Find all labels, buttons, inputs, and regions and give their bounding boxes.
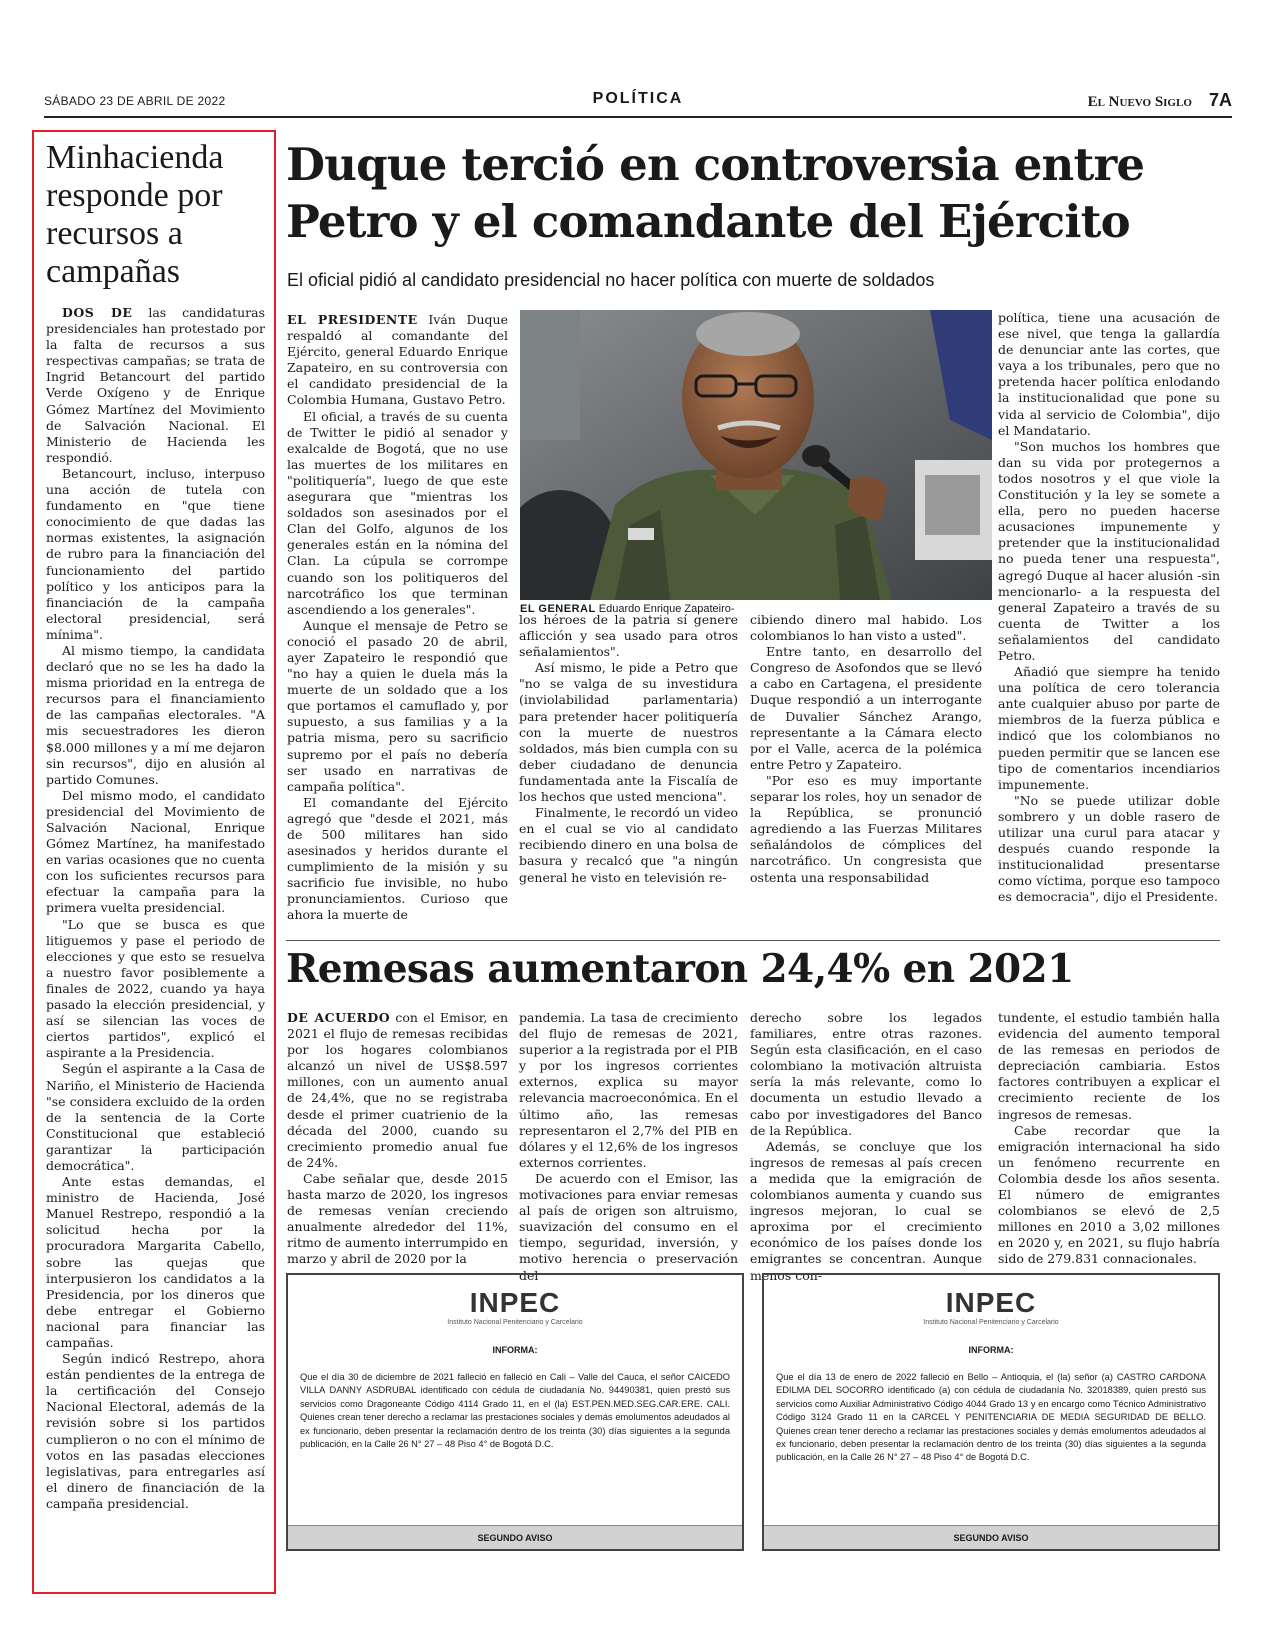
main-paragraph: El oficial, a través de su cuenta de Twitter le pidió al senador y exalcalde de Bogotá, que no use las muertes de los militares en "politiquería", luego de que este asegurara que "mientras los soldados son asesinados por el Clan del Golfo, algunos de los generales están en la nómina del Clan. La cúpula se corrompe cuando son los politiqueros del narcotráfico los que terminan ascendiendo a los generales". xyxy=(287,408,508,617)
sidebar-paragraph: "Lo que se busca es que litiguemos y pase el periodo de elecciones y que esto se resuelva a nuestro favor posiblemente a finales de 2022, cuando ya haya pasado la elección presidencial, y así se silencian las voces de ciertos partidos", explicó el aspirante a la Presidencia. xyxy=(46,916,265,1061)
main-paragraph: EL PRESIDENTE Iván Duque respaldó al comandante del Ejército, general Eduardo Enrique Zapateiro, en su controversia con el candidato presidencial de la Colombia Humana, Gustavo Petro. xyxy=(287,312,508,408)
sidebar-paragraph: Al mismo tiempo, la candidata declaró que no se les ha dado la misma prioridad en la entrega de recursos para el financiamiento de las campañas electorales. "A mis secuestradores les dieron $8.000 millones y a mí me dejaron sin recursos", dijo en alusión al partido Comunes. xyxy=(46,642,265,787)
masthead xyxy=(44,88,1232,118)
main-column-2 xyxy=(519,612,738,886)
main-paragraph: Aunque el mensaje de Petro se conoció el pasado 20 de abril, ayer Zapateiro le respondió que "no hay a quien le duela más la muerte de un soldado que a los que portamos el camuflado y, por supuesto, a sus familias y a la patria misma, pero su sacrificio supremo por el país no debería ser usado en narrativas de campaña política". xyxy=(287,617,508,794)
sidebar-article xyxy=(32,130,276,1594)
issue-date: SÁBADO 23 DE ABRIL DE 2022 xyxy=(44,94,226,108)
notice-footer: SEGUNDO AVISO xyxy=(764,1525,1218,1549)
remesas-column-2 xyxy=(519,1010,738,1284)
general-photo xyxy=(520,310,992,600)
remesas-paragraph: De acuerdo con el Emisor, las motivaciones para enviar remesas al país de origen son altruismo, suavización del consumo en el tiempo, seguridad, inversión, y motivo herencia o preservación del xyxy=(519,1170,738,1283)
sidebar-paragraph: Betancourt, incluso, interpuso una acción de tutela con fundamento en "que tiene conocimiento de que dadas las normas existentes, la asignación de rubro para la financiación del funcionamiento del partido político y los anticipos para la financiación de la campaña electoral presidencial, será mínima". xyxy=(46,465,265,642)
main-headline: Duque terció en controversia entre Petro y el comandante del Ejército xyxy=(286,138,1145,248)
main-paragraph: El comandante del Ejército agregó que "desde el 2021, más de 500 militares han sido asesinados y heridos durante el cumplimiento de la misión y su sacrificio fue invisible, no hubo pronunciamientos. Curioso que ahora la muerte de xyxy=(287,794,508,923)
sidebar-paragraph: Ante estas demandas, el ministro de Hacienda, José Manuel Restrepo, respondió a la solicitud hecha por la procuradora Margarita Cabello, sobre las quejas que interpusieron los candidatos a la Presidencia, por los dineros que debe entregar el Gobierno nacional para financiar las campañas. xyxy=(46,1174,265,1350)
main-paragraph: política, tiene una acusación de ese nivel, que tenga la gallardía de denunciar ante las cortes, que vaya a los tribunales, pero que no pretenda hacer política enlodando la institucionalidad que pone su vida al servicio de Colombia", dijo el Mandatario. xyxy=(998,310,1220,438)
main-paragraph: Así mismo, le pide a Petro que "no se valga de su investidura (inviolabilidad parlamentaria) para pretender hacer politiquería con la muerte de nuestros soldados, más bien cumpla con su deber ciudadano de denuncia fundamentada ante la Fiscalía de los hechos que usted menciona". xyxy=(519,660,738,805)
main-paragraph: los héroes de la patria sí genere aflicción y sea usado para otros señalamientos". xyxy=(519,612,738,660)
main-paragraph: Añadió que siempre ha tenido una política de cero tolerancia ante cualquier abuso por parte de miembros de la fuerza pública e indicó que los colombianos no pueden permitir que se lancen ese tipo de comentarios incendiarios impunemente. xyxy=(998,664,1220,792)
remesas-paragraph: tundente, el estudio también halla evidencia del aumento temporal de las remesas en periodos de depreciación cambiaria. Estos factores contribuyen a explicar el crecimiento reciente de los ingresos de remesas. xyxy=(998,1010,1220,1122)
main-column-1 xyxy=(287,312,508,924)
sidebar-paragraph: DOS DE las candidaturas presidenciales han protestado por la falta de recursos a sus respectivas campañas; se trata de Ingrid Betancourt del partido Verde Oxígeno y de Enrique Gómez Martínez del Movimiento de Salvación Nacional. El Ministerio de Hacienda les respondió. xyxy=(46,305,265,465)
caption-text: Eduardo Enrique Zapateiro- xyxy=(595,603,735,615)
section-name: POLÍTICA xyxy=(592,90,684,107)
sidebar-paragraph: Según indicó Restrepo, ahora están pendientes de la entrega de la certificación del Consejo Nacional Electoral, además de la revisión sobre si los partidos cumplieron o no con el mínimo de votos en las pasadas elecciones legislativas, para entregarles así el dinero de financiación de la campaña presidencial. xyxy=(46,1351,265,1511)
remesas-headline: Remesas aumentaron 24,4% en 2021 xyxy=(286,946,1074,992)
remesas-paragraph: derecho sobre los legados familiares, entre otras razones. Según esta clasificación, en el caso colombiano la motivación altruista sería la más relevante, como lo documenta un estudio llevado a cabo por investigadores del Banco de la República. xyxy=(750,1010,982,1138)
page-number: 7A xyxy=(1208,90,1232,110)
remesas-column-4 xyxy=(998,1010,1220,1268)
remesas-paragraph: Cabe señalar que, desde 2015 hasta marzo de 2020, los ingresos de remesas venían creciendo anualmente alrededor del 11%, ritmo de aumento interrumpido en marzo y abril de 2020 por la xyxy=(287,1170,508,1267)
notice-text: Que el día 13 de enero de 2022 falleció en Bello – Antioquia, el (la) señor (a) CASTRO CARDONA EDILMA DEL SOCORRO identificado (a) con cédula de ciudadanía No. 32018389, quien prestó sus servicios como Auxiliar Administrativo Código 4044 Grado 13 y en encargo como Técnico Administrativo Código 3124 Grado 11 en la CARCEL Y PENITENCIARIA DE MEDIA SEGURIDAD DE BELLO. Quienes crean tener derecho a reclamar las prestaciones sociales y demás emolumentos adeudados al ex funcionario, deben presentar la reclamación dentro de los treinta (30) días siguientes a la segunda publicación, en la Calle 26 N° 27 – 48 Piso 4° de Bogotá D.C. xyxy=(776,1372,1206,1463)
main-column-3 xyxy=(750,612,982,886)
main-column-4 xyxy=(998,310,1220,905)
main-paragraph: "Son muchos los hombres que dan su vida por protegernos a todos nosotros y el que viole la Constitución y la ley se somete a ella, pero no pueden hacerse acusaciones impunemente y pretender que la institucionalidad no pueda tener una respuesta", agregó Duque al hacer alusión -sin mencionarlo- a la respuesta del general Zapateiro a través de su cuenta de Twitter a los señalamientos del candidato Petro. xyxy=(998,438,1220,663)
inpec-notice-1 xyxy=(286,1273,744,1551)
inpec-logo: INPEC Instituto Nacional Penitenciario y Carcelario xyxy=(447,1287,583,1326)
masthead-right xyxy=(1088,90,1232,111)
remesas-paragraph: pandemia. La tasa de crecimiento del flujo de remesas de 2021, superior a la registrada por el PIB y por los ingresos corrientes externos, explica su mayor relevancia macroeconómica. En el último año, las remesas representaron el 2,7% del PIB en dólares y el 12,6% de los ingresos externos corrientes. xyxy=(519,1010,738,1170)
main-paragraph: "No se puede utilizar doble sombrero y un doble rasero de utilizar una curul para atacar y después cuando responde la institucionalidad presentarse como víctima, porque eso tampoco es democracia", dijo el Presidente. xyxy=(998,792,1220,905)
general-speaking-illustration xyxy=(520,310,992,600)
remesas-paragraph: Cabe recordar que la emigración internacional ha sido un fenómeno recurrente en Colombia desde los años sesenta. El número de emigrantes colombianos se elevó de 2,5 millones en 2010 a 3,02 millones en 2020 y, en 2021, su flujo habría sido de 279.831 connacionales. xyxy=(998,1122,1220,1267)
inpec-notice-2 xyxy=(762,1273,1220,1551)
sidebar-paragraph: Según el aspirante a la Casa de Nariño, el Ministerio de Hacienda "se considera excluido de la orden de la sentencia de la Corte Constitucional que estableció garantizar la participación democrática". xyxy=(46,1061,265,1173)
notice-footer: SEGUNDO AVISO xyxy=(288,1525,742,1549)
main-paragraph: Entre tanto, en desarrollo del Congreso de Asofondos que se llevó a cabo en Cartagena, el presidente Duque respondió a un interrogante de Duvalier Sánchez Arango, representante a la Cámara electo por el Valle, acerca de la polémica entre Petro y Zapateiro. xyxy=(750,644,982,772)
remesas-column-1 xyxy=(287,1010,508,1268)
main-paragraph: "Por eso es muy importante separar los roles, hoy un senador de la República, se pronunció agrediendo a las Fuerzas Militares señalándolos de cómplices del narcotráfico. Un congresista que ostenta una responsabilidad xyxy=(750,772,982,885)
main-paragraph: cibiendo dinero mal habido. Los colombianos lo han visto a usted". xyxy=(750,612,982,644)
notice-text: Que el día 30 de diciembre de 2021 falleció en falleció en Cali – Valle del Cauca, el señor CAICEDO VILLA DANNY ASDRUBAL identificado con cédula de ciudadanía No. 94490381, quien prestó sus servicios como Dragoneante Código 4114 Grado 11, en el (la) EST.PEN.MED.SEG.CAR.ERE. CALI. Quienes crean tener derecho a reclamar las prestaciones sociales y demás emolumentos adeudados al ex funcionario, deben presentar la reclamación dentro de los treinta (30) días siguientes a la segunda publicación, en la Calle 26 N° 27 – 48 Piso 4° de Bogotá D.C. xyxy=(300,1372,730,1450)
remesas-paragraph: DE ACUERDO con el Emisor, en 2021 el flujo de remesas recibidas por los hogares colombianos alcanzó un nivel de US$8.597 millones, con un aumento anual de 24,4%, que no se registraba desde el primer cuatrienio de la década del 2000, cuando su crecimiento promedio anual fue de 24%. xyxy=(287,1010,508,1170)
remesas-column-3 xyxy=(750,1010,982,1284)
inpec-logo: INPEC Instituto Nacional Penitenciario y Carcelario xyxy=(923,1287,1059,1326)
sidebar-paragraph: Del mismo modo, el candidato presidencial del Movimiento de Salvación Nacional, Enrique Gómez Martínez, ha manifestado en varias ocasiones que no cuenta con los suficientes recursos para efectuar la campaña para la primera vuelta presidencial. xyxy=(46,787,265,916)
main-paragraph: Finalmente, le recordó un video en el cual se vio al candidato recibiendo dinero en una bolsa de basura y recalcó que "a ningún general he visto en televisión re- xyxy=(519,805,738,885)
notice-heading: INFORMA: xyxy=(492,1345,538,1355)
main-lead: EL PRESIDENTE xyxy=(287,312,418,327)
notice-heading: INFORMA: xyxy=(968,1345,1014,1355)
sidebar-lead: DOS DE xyxy=(62,305,133,320)
sidebar-body xyxy=(46,305,265,1512)
remesas-paragraph: Además, se concluye que los ingresos de remesas al país crecen a medida que la emigración de colombianos aumenta y cuando sus ingresos mejoran, lo cual se aproxima por el crecimiento económico de los países donde los emigrantes se concentran. Aunque menos con- xyxy=(750,1138,982,1283)
caption-label: EL GENERAL xyxy=(520,603,596,615)
sidebar-headline: Minhacienda responde por recursos a campañas xyxy=(46,139,224,290)
main-subheadline: El oficial pidió al candidato presidencial no hacer política con muerte de soldados xyxy=(287,270,935,290)
section-divider xyxy=(286,940,1220,941)
remesas-lead: DE ACUERDO xyxy=(287,1010,391,1025)
newspaper-name: El Nuevo Siglo xyxy=(1087,94,1192,110)
